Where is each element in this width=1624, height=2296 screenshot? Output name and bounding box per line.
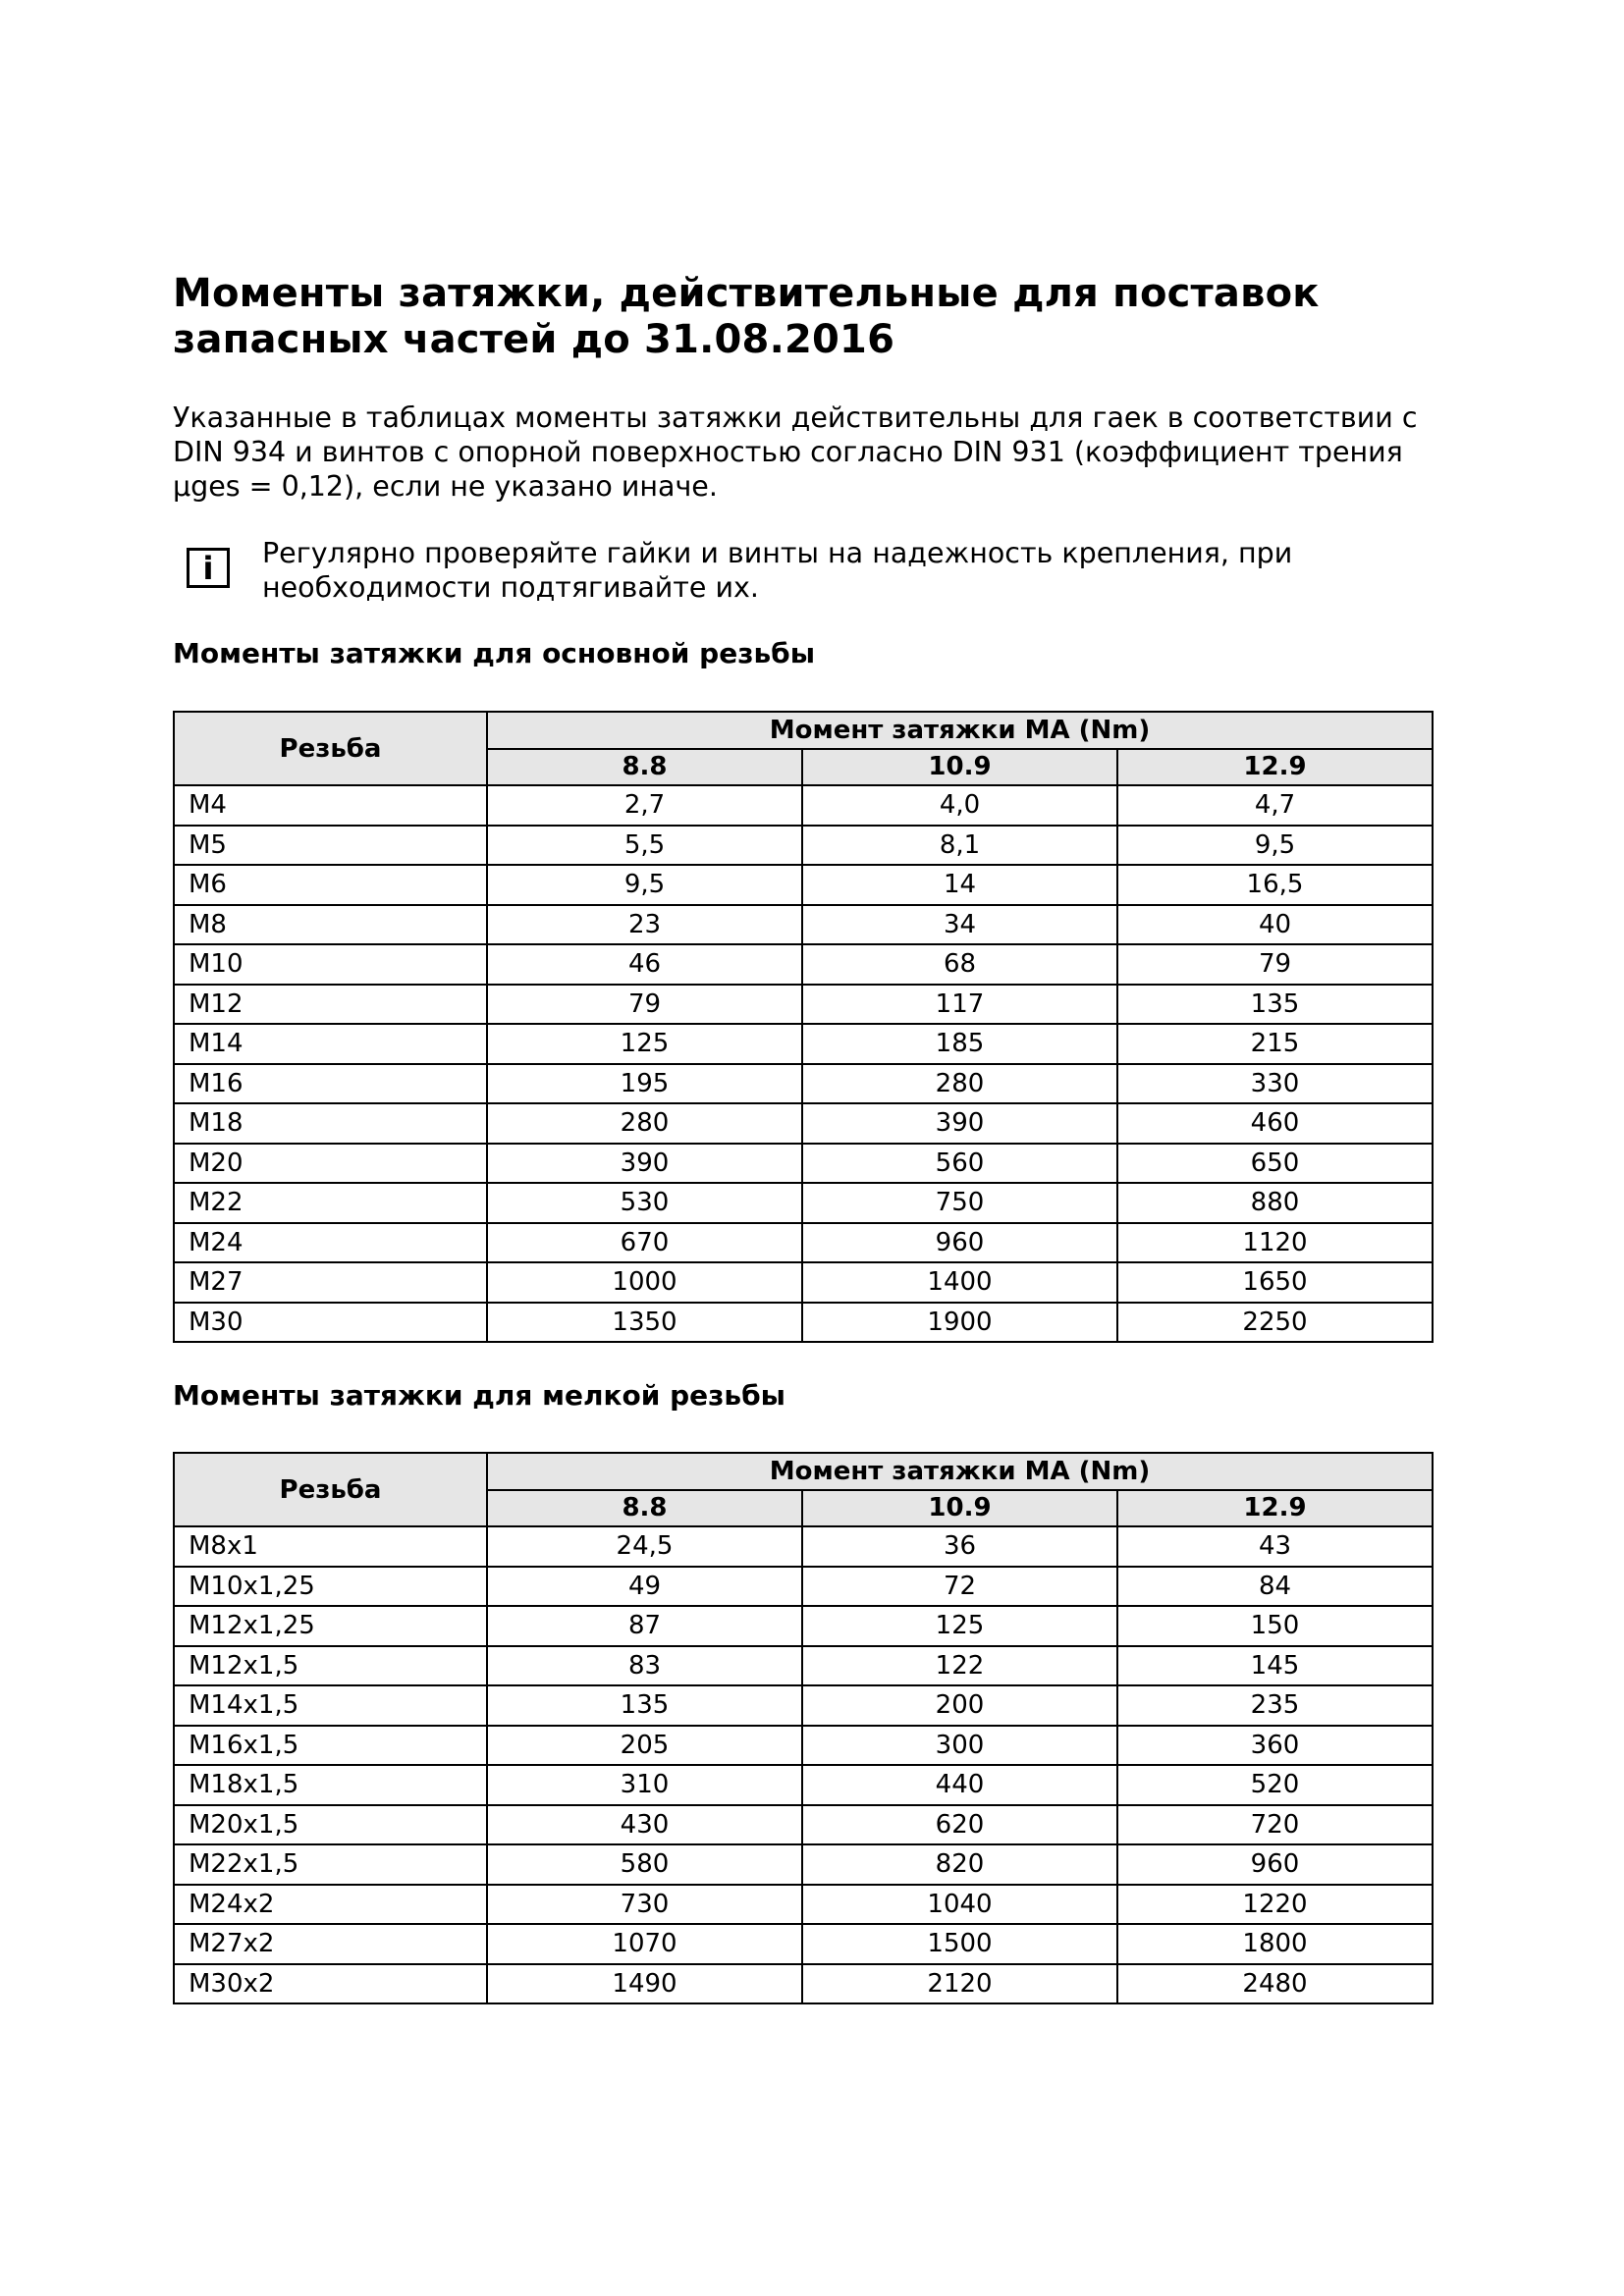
torque-value-cell: 580 xyxy=(487,1844,802,1885)
title-line: запасных частей до 31.08.2016 xyxy=(173,317,895,362)
torque-value-cell: 43 xyxy=(1117,1526,1433,1567)
column-header-grade: 12.9 xyxy=(1117,749,1433,786)
torque-value-cell: 720 xyxy=(1117,1805,1433,1845)
table-row xyxy=(174,1144,1433,1184)
torque-value-cell: 9,5 xyxy=(1117,826,1433,866)
thread-cell: M22x1,5 xyxy=(174,1844,487,1885)
torque-value-cell: 117 xyxy=(802,985,1117,1025)
torque-value-cell: 235 xyxy=(1117,1685,1433,1726)
table-row xyxy=(174,1885,1433,1925)
torque-value-cell: 960 xyxy=(1117,1844,1433,1885)
torque-value-cell: 670 xyxy=(487,1223,802,1263)
torque-value-cell: 4,0 xyxy=(802,785,1117,826)
torque-value-cell: 150 xyxy=(1117,1606,1433,1646)
torque-value-cell: 14 xyxy=(802,865,1117,905)
thread-cell: M27 xyxy=(174,1262,487,1303)
table-header-row xyxy=(174,1453,1433,1490)
note-line: Регулярно проверяйте гайки и винты на надежность крепления, при xyxy=(262,537,1293,569)
intro-paragraph xyxy=(173,400,1432,504)
torque-value-cell: 360 xyxy=(1117,1726,1433,1766)
torque-value-cell: 84 xyxy=(1117,1567,1433,1607)
table-row xyxy=(174,1183,1433,1223)
torque-value-cell: 460 xyxy=(1117,1103,1433,1144)
torque-value-cell: 1040 xyxy=(802,1885,1117,1925)
torque-value-cell: 185 xyxy=(802,1024,1117,1064)
thread-cell: M14x1,5 xyxy=(174,1685,487,1726)
torque-table-fine-thread xyxy=(173,1452,1434,2004)
torque-value-cell: 79 xyxy=(1117,944,1433,985)
torque-value-cell: 2480 xyxy=(1117,1964,1433,2004)
torque-value-cell: 330 xyxy=(1117,1064,1433,1104)
table-header-row xyxy=(174,712,1433,749)
torque-value-cell: 195 xyxy=(487,1064,802,1104)
torque-value-cell: 23 xyxy=(487,905,802,945)
table-row xyxy=(174,785,1433,826)
torque-value-cell: 8,1 xyxy=(802,826,1117,866)
torque-value-cell: 200 xyxy=(802,1685,1117,1726)
torque-value-cell: 1070 xyxy=(487,1924,802,1964)
thread-cell: M20x1,5 xyxy=(174,1805,487,1845)
torque-value-cell: 34 xyxy=(802,905,1117,945)
thread-cell: M24 xyxy=(174,1223,487,1263)
table-row xyxy=(174,944,1433,985)
thread-cell: M10x1,25 xyxy=(174,1567,487,1607)
column-group-header-torque: Момент затяжки MA (Nm) xyxy=(487,1453,1433,1490)
table-row xyxy=(174,1685,1433,1726)
torque-value-cell: 1000 xyxy=(487,1262,802,1303)
column-group-header-torque: Момент затяжки MA (Nm) xyxy=(487,712,1433,749)
note-line: необходимости подтягивайте их. xyxy=(262,571,759,604)
torque-value-cell: 1900 xyxy=(802,1303,1117,1343)
column-header-thread: Резьба xyxy=(174,1453,487,1526)
info-note xyxy=(173,536,1432,607)
title-line: Моменты затяжки, действительные для поставок xyxy=(173,271,1320,316)
torque-value-cell: 4,7 xyxy=(1117,785,1433,826)
thread-cell: M4 xyxy=(174,785,487,826)
torque-value-cell: 650 xyxy=(1117,1144,1433,1184)
intro-line: µges = 0,12), если не указано иначе. xyxy=(173,470,718,503)
table-row xyxy=(174,1567,1433,1607)
column-header-grade: 12.9 xyxy=(1117,1490,1433,1527)
table-row xyxy=(174,905,1433,945)
table-row xyxy=(174,1024,1433,1064)
torque-value-cell: 135 xyxy=(1117,985,1433,1025)
note-text xyxy=(262,536,1292,605)
torque-value-cell: 16,5 xyxy=(1117,865,1433,905)
document-page xyxy=(173,271,1432,2004)
thread-cell: M24x2 xyxy=(174,1885,487,1925)
column-header-grade: 10.9 xyxy=(802,1490,1117,1527)
thread-cell: M10 xyxy=(174,944,487,985)
torque-value-cell: 390 xyxy=(802,1103,1117,1144)
table-row xyxy=(174,1924,1433,1964)
torque-value-cell: 2,7 xyxy=(487,785,802,826)
thread-cell: M14 xyxy=(174,1024,487,1064)
thread-cell: M8 xyxy=(174,905,487,945)
torque-value-cell: 750 xyxy=(802,1183,1117,1223)
thread-cell: M12x1,25 xyxy=(174,1606,487,1646)
table-row xyxy=(174,1646,1433,1686)
table-row xyxy=(174,985,1433,1025)
thread-cell: M6 xyxy=(174,865,487,905)
thread-cell: M22 xyxy=(174,1183,487,1223)
torque-value-cell: 1490 xyxy=(487,1964,802,2004)
table-row xyxy=(174,1064,1433,1104)
torque-value-cell: 1220 xyxy=(1117,1885,1433,1925)
torque-value-cell: 145 xyxy=(1117,1646,1433,1686)
torque-value-cell: 520 xyxy=(1117,1765,1433,1805)
intro-line: Указанные в таблицах моменты затяжки действительны для гаек в соответствии с xyxy=(173,401,1418,434)
torque-value-cell: 24,5 xyxy=(487,1526,802,1567)
column-header-grade: 8.8 xyxy=(487,749,802,786)
thread-cell: M5 xyxy=(174,826,487,866)
torque-value-cell: 46 xyxy=(487,944,802,985)
torque-value-cell: 560 xyxy=(802,1144,1117,1184)
torque-value-cell: 49 xyxy=(487,1567,802,1607)
torque-value-cell: 5,5 xyxy=(487,826,802,866)
torque-value-cell: 1650 xyxy=(1117,1262,1433,1303)
table-row xyxy=(174,1223,1433,1263)
column-header-grade: 8.8 xyxy=(487,1490,802,1527)
table-row xyxy=(174,865,1433,905)
table-row xyxy=(174,1262,1433,1303)
table-row xyxy=(174,1805,1433,1845)
thread-cell: M16x1,5 xyxy=(174,1726,487,1766)
column-header-grade: 10.9 xyxy=(802,749,1117,786)
torque-table-main-thread xyxy=(173,711,1434,1343)
torque-value-cell: 280 xyxy=(487,1103,802,1144)
table-row xyxy=(174,1964,1433,2004)
thread-cell: M27x2 xyxy=(174,1924,487,1964)
torque-value-cell: 310 xyxy=(487,1765,802,1805)
thread-cell: M30x2 xyxy=(174,1964,487,2004)
torque-value-cell: 125 xyxy=(487,1024,802,1064)
table-row xyxy=(174,1726,1433,1766)
torque-value-cell: 880 xyxy=(1117,1183,1433,1223)
torque-value-cell: 390 xyxy=(487,1144,802,1184)
column-header-thread: Резьба xyxy=(174,712,487,785)
page-title xyxy=(173,271,1432,363)
thread-cell: M18 xyxy=(174,1103,487,1144)
thread-cell: M12 xyxy=(174,985,487,1025)
torque-value-cell: 300 xyxy=(802,1726,1117,1766)
torque-value-cell: 9,5 xyxy=(487,865,802,905)
table-row xyxy=(174,1765,1433,1805)
thread-cell: M8x1 xyxy=(174,1526,487,1567)
torque-value-cell: 1350 xyxy=(487,1303,802,1343)
thread-cell: M12x1,5 xyxy=(174,1646,487,1686)
torque-value-cell: 122 xyxy=(802,1646,1117,1686)
table-row xyxy=(174,1606,1433,1646)
torque-value-cell: 730 xyxy=(487,1885,802,1925)
table-row xyxy=(174,826,1433,866)
torque-value-cell: 125 xyxy=(802,1606,1117,1646)
table-row xyxy=(174,1103,1433,1144)
torque-value-cell: 87 xyxy=(487,1606,802,1646)
torque-value-cell: 36 xyxy=(802,1526,1117,1567)
section-heading-fine-thread: Моменты затяжки для мелкой резьбы xyxy=(173,1379,785,1412)
thread-cell: M30 xyxy=(174,1303,487,1343)
torque-value-cell: 1800 xyxy=(1117,1924,1433,1964)
torque-value-cell: 2250 xyxy=(1117,1303,1433,1343)
torque-value-cell: 430 xyxy=(487,1805,802,1845)
table-body xyxy=(174,785,1433,1342)
info-icon: i xyxy=(187,548,230,588)
torque-value-cell: 83 xyxy=(487,1646,802,1686)
table-row xyxy=(174,1303,1433,1343)
torque-value-cell: 68 xyxy=(802,944,1117,985)
thread-cell: M20 xyxy=(174,1144,487,1184)
intro-line: DIN 934 и винтов с опорной поверхностью согласно DIN 931 (коэффициент трения xyxy=(173,436,1403,468)
table-row xyxy=(174,1526,1433,1567)
thread-cell: M16 xyxy=(174,1064,487,1104)
table-row xyxy=(174,1844,1433,1885)
torque-value-cell: 280 xyxy=(802,1064,1117,1104)
torque-value-cell: 620 xyxy=(802,1805,1117,1845)
torque-value-cell: 215 xyxy=(1117,1024,1433,1064)
torque-value-cell: 40 xyxy=(1117,905,1433,945)
torque-value-cell: 2120 xyxy=(802,1964,1117,2004)
torque-value-cell: 1400 xyxy=(802,1262,1117,1303)
thread-cell: M18x1,5 xyxy=(174,1765,487,1805)
torque-value-cell: 440 xyxy=(802,1765,1117,1805)
section-heading-main-thread: Моменты затяжки для основной резьбы xyxy=(173,637,816,669)
torque-value-cell: 1500 xyxy=(802,1924,1117,1964)
torque-value-cell: 960 xyxy=(802,1223,1117,1263)
torque-value-cell: 820 xyxy=(802,1844,1117,1885)
torque-value-cell: 79 xyxy=(487,985,802,1025)
torque-value-cell: 135 xyxy=(487,1685,802,1726)
torque-value-cell: 72 xyxy=(802,1567,1117,1607)
torque-value-cell: 530 xyxy=(487,1183,802,1223)
torque-value-cell: 1120 xyxy=(1117,1223,1433,1263)
table-body xyxy=(174,1526,1433,2003)
torque-value-cell: 205 xyxy=(487,1726,802,1766)
